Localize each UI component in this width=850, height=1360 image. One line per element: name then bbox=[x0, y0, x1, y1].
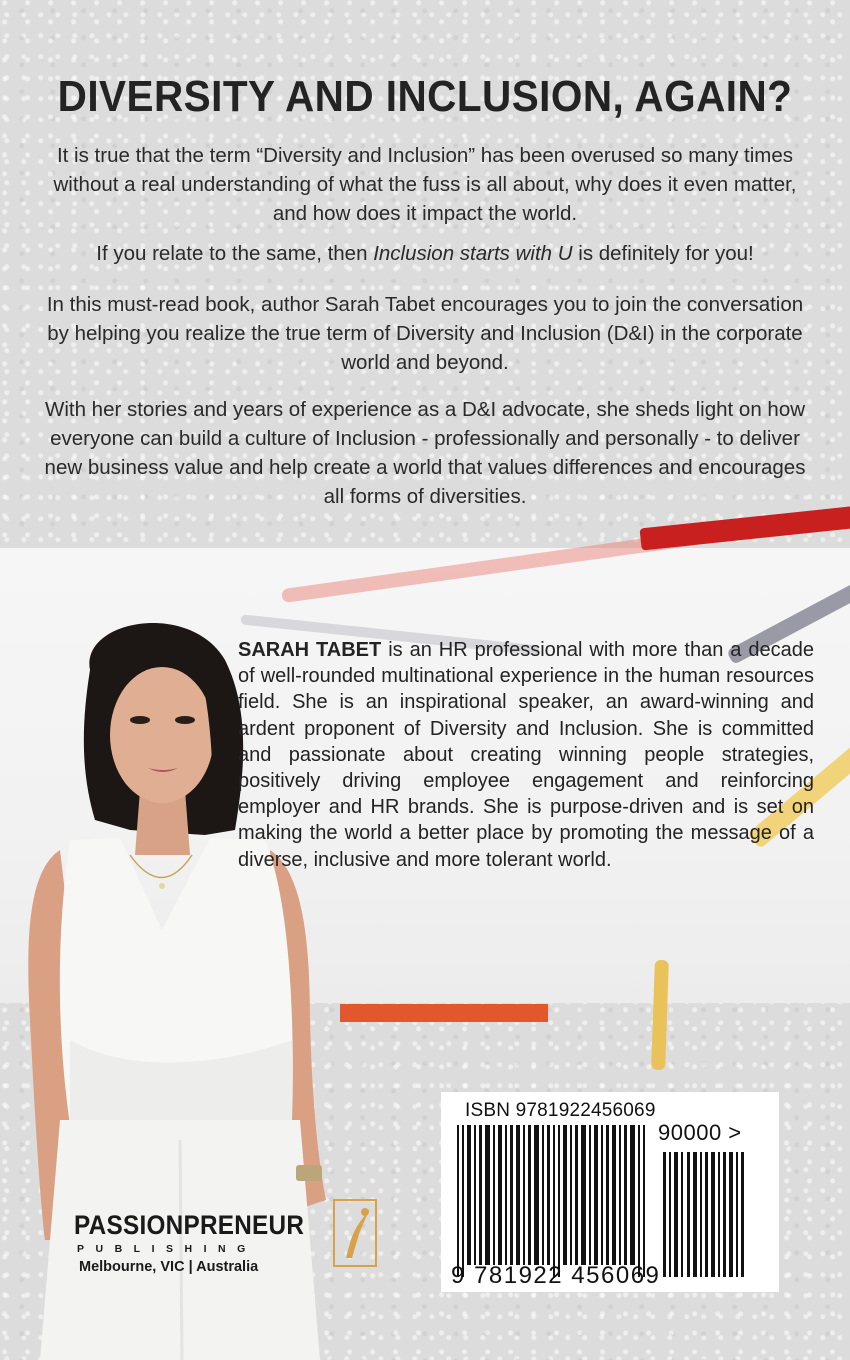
page-title: DIVERSITY AND INCLUSION, AGAIN? bbox=[57, 72, 793, 121]
author-bio-text: is an HR professional with more than a decade of well-rounded multinational experience in the human resources field. She is an inspirational speaker, an award-winning and ardent proponent of Diversity and Inclusion. She is committed and passionate about creating winning people strategies, positively driving employee engagement and reinforcing employer and HR brands. She is purpose-driven and is set on making the world a better place by promoting the message of a diverse, inclusive and more tolerant world. bbox=[238, 639, 814, 871]
relate-after: is definitely for you! bbox=[572, 242, 754, 265]
advocate-paragraph: With her stories and years of experience as a D&I advocate, she sheds light on how everyone can build a culture of Inclusion - professionally and personally - to deliver new business value and help create a world that values differences and encourages all forms of diversities. bbox=[44, 398, 806, 508]
barcode-digit-group2: 456069 bbox=[571, 1262, 661, 1289]
barcode bbox=[441, 1092, 779, 1292]
barcode-digit-group1: 781922 bbox=[474, 1262, 564, 1289]
barcode-digit-first: 9 bbox=[451, 1262, 466, 1289]
publisher-subtitle: PUBLISHING bbox=[77, 1243, 257, 1255]
accent-bar bbox=[340, 1004, 548, 1022]
barcode-digits bbox=[451, 1262, 660, 1290]
book-title-inline: Inclusion starts with U bbox=[373, 242, 573, 265]
author-name: SARAH TABET bbox=[238, 639, 382, 661]
must-read-paragraph: In this must-read book, author Sarah Tabet encourages you to join the conversation by helping you realize the true term of Diversity and Inclusion (D&I) in the corporate world and beyond. bbox=[46, 293, 804, 374]
publisher-location: Melbourne, VIC | Australia bbox=[79, 1259, 259, 1275]
relate-before: If you relate to the same, then bbox=[96, 242, 374, 265]
publisher-name: PASSIONPRENEUR bbox=[74, 1210, 305, 1240]
isbn-label: ISBN 9781922456069 bbox=[465, 1100, 656, 1121]
intro-paragraph: It is true that the term “Diversity and Inclusion” has been overused so many times without a real understanding of what the fuss is all about, why does it even matter, and how does it impact the world. bbox=[53, 144, 797, 225]
relate-paragraph bbox=[40, 239, 810, 268]
figure-logo-icon bbox=[332, 1198, 378, 1268]
price-addon: 90000 > bbox=[658, 1120, 742, 1145]
author-bio bbox=[238, 637, 814, 873]
